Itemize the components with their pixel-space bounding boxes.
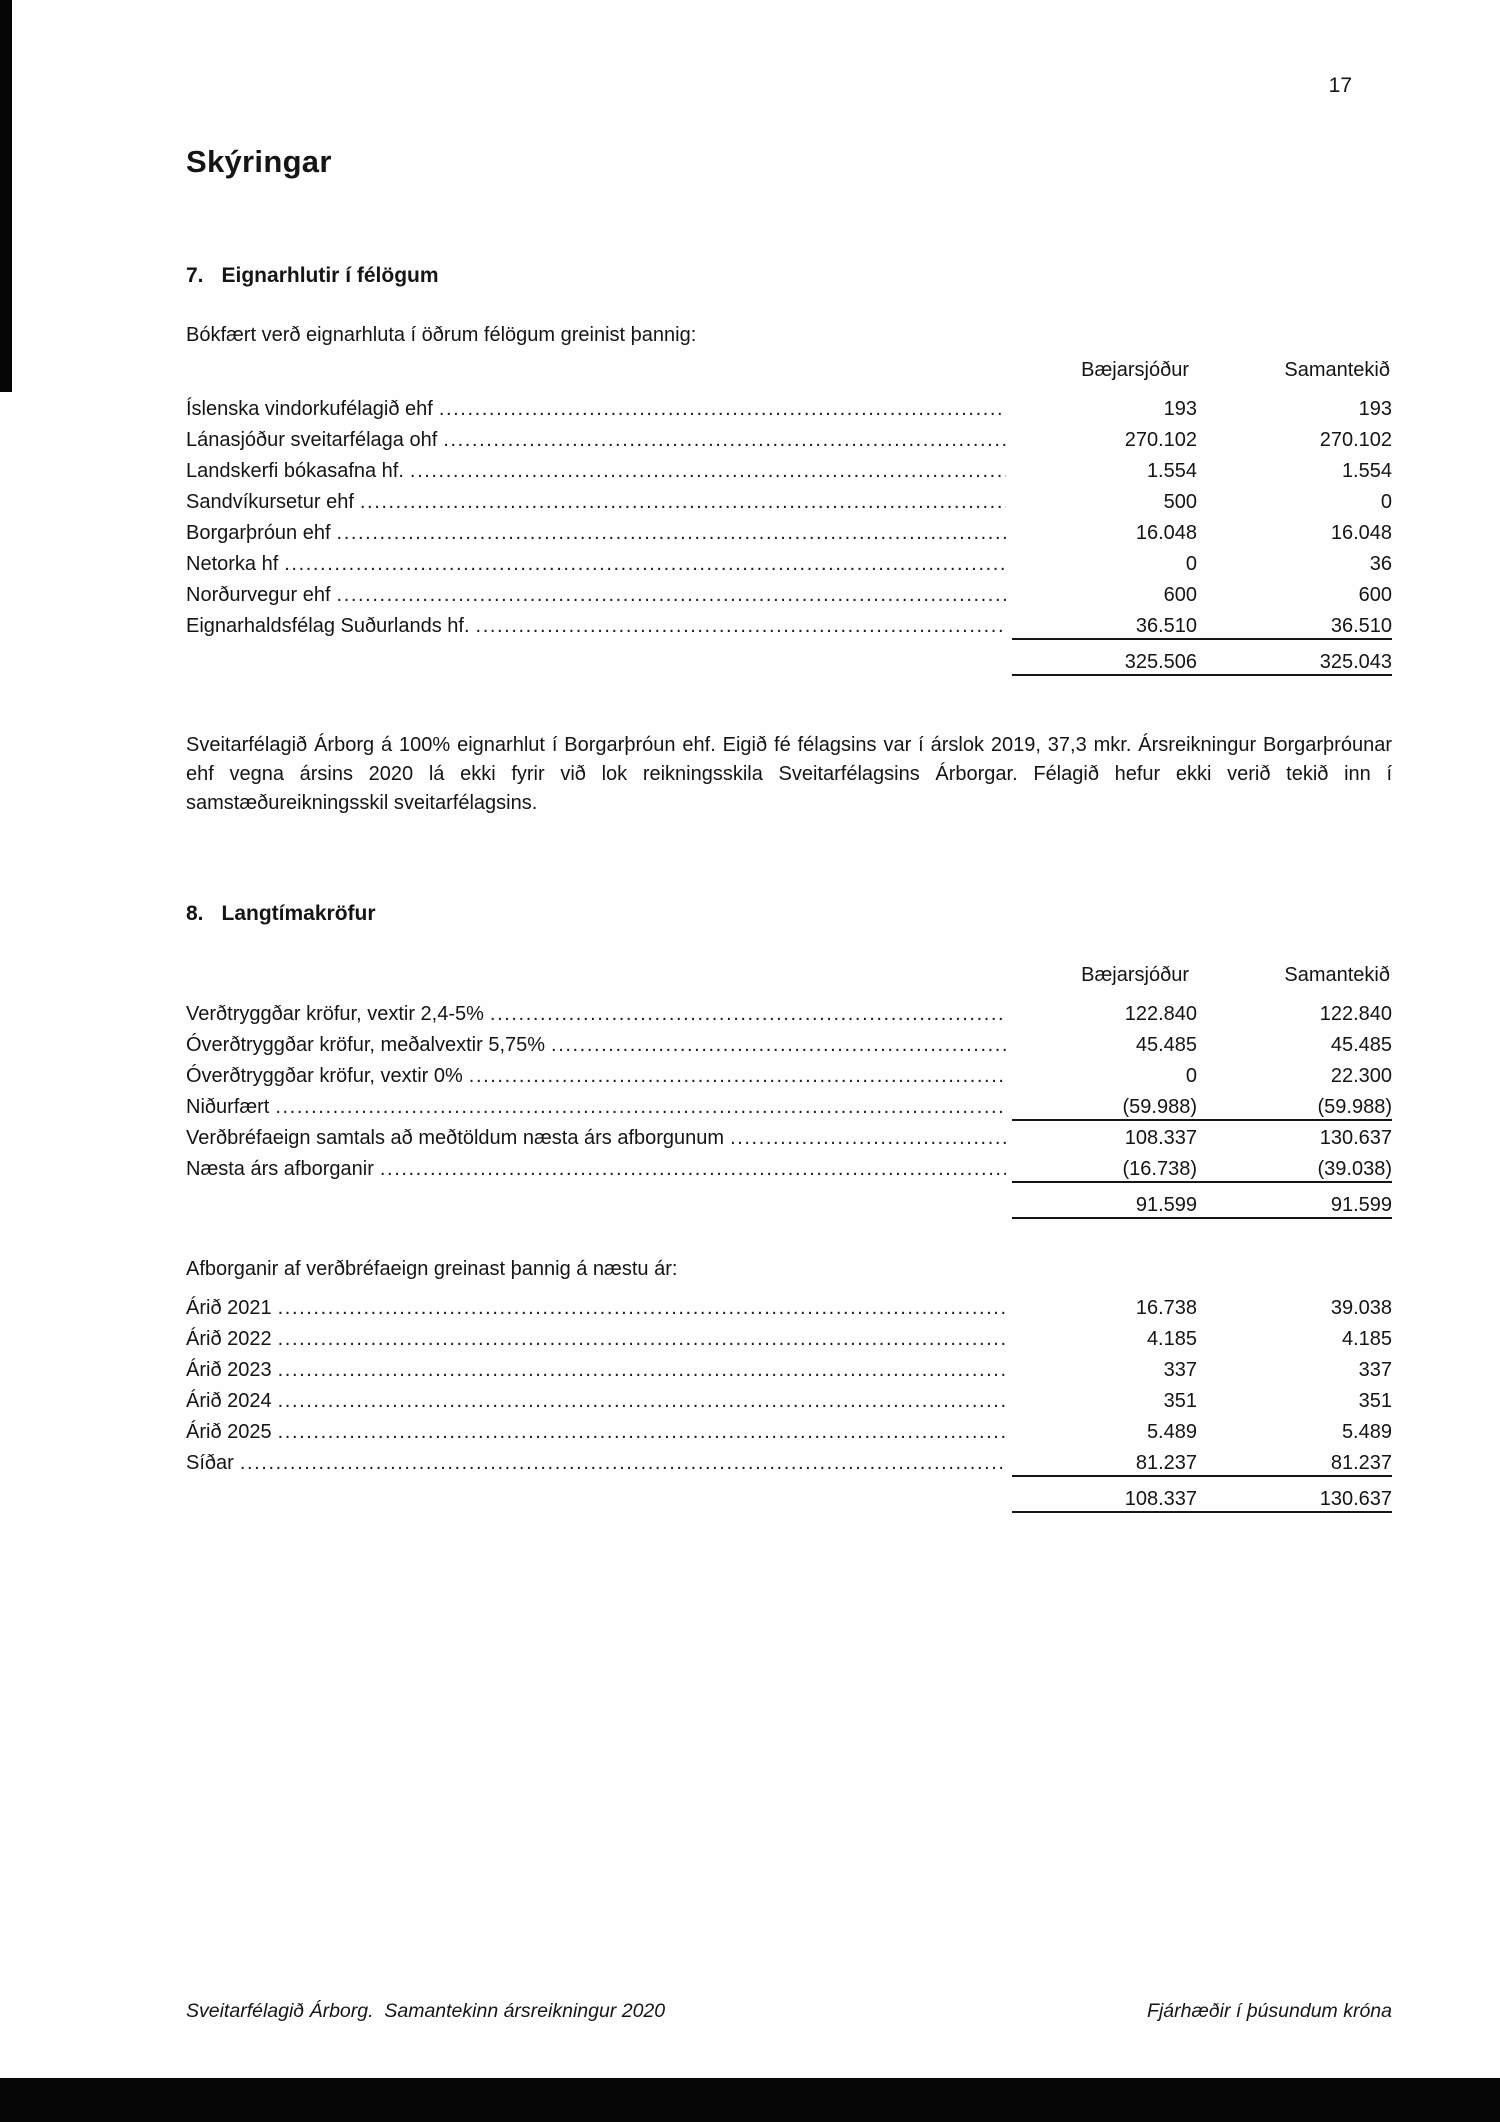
- value-samantekid: (59.988): [1317, 1096, 1392, 1118]
- row-label: Árið 2023: [186, 1359, 272, 1381]
- value-baejarsjodur: 337: [1163, 1359, 1197, 1381]
- value-samantekid: 130.637: [1319, 1127, 1392, 1149]
- dot-leader: [278, 1359, 1006, 1382]
- value-baejarsjodur: 351: [1163, 1390, 1197, 1412]
- table-row: [186, 1452, 1392, 1483]
- dot-leader: [278, 1297, 1006, 1320]
- section-7-heading: [186, 264, 1392, 288]
- value-samantekid: 36.510: [1330, 615, 1392, 637]
- table-row: [186, 1127, 1392, 1158]
- value-baejarsjodur: 122.840: [1124, 1003, 1197, 1025]
- table-row: [186, 1328, 1392, 1359]
- row-values: [1012, 1328, 1392, 1351]
- dot-leader: [278, 1421, 1006, 1444]
- value-baejarsjodur: 193: [1163, 398, 1197, 420]
- value-samantekid: 45.485: [1330, 1034, 1392, 1056]
- table-row: [186, 1065, 1392, 1096]
- total-values: [1012, 1194, 1392, 1219]
- row-label: Verðtryggðar kröfur, vextir 2,4-5%: [186, 1003, 484, 1025]
- value-samantekid: (39.038): [1317, 1158, 1392, 1180]
- value-baejarsjodur: 0: [1185, 1065, 1197, 1087]
- total-baejarsjodur: 91.599: [1135, 1194, 1197, 1216]
- page-footer: [186, 2000, 1392, 2023]
- table-row: [186, 491, 1392, 522]
- table-total-row: [186, 1483, 1392, 1520]
- row-values: [1012, 522, 1392, 545]
- row-values: [1012, 1297, 1392, 1320]
- section-8-subnote: Afborganir af verðbréfaeign greinast þannig á næstu ár:: [186, 1258, 678, 1280]
- row-label: Óverðtryggðar kröfur, vextir 0%: [186, 1065, 463, 1087]
- row-label: Niðurfært: [186, 1096, 270, 1118]
- row-label: Síðar: [186, 1452, 234, 1474]
- value-samantekid: 337: [1358, 1359, 1392, 1381]
- section-8-title: Langtímakröfur: [221, 902, 376, 925]
- value-baejarsjodur: 5.489: [1146, 1421, 1197, 1443]
- value-baejarsjodur: 36.510: [1135, 615, 1197, 637]
- value-samantekid: 122.840: [1319, 1003, 1392, 1025]
- table-row: [186, 1034, 1392, 1065]
- value-baejarsjodur: 16.738: [1135, 1297, 1197, 1319]
- total-samantekid: 91.599: [1330, 1194, 1392, 1216]
- section-8-number: 8.: [186, 902, 204, 925]
- table-row: [186, 1421, 1392, 1452]
- row-values: [1012, 1452, 1392, 1477]
- value-baejarsjodur: 45.485: [1135, 1034, 1197, 1056]
- section-7-title: Eignarhlutir í félögum: [221, 264, 439, 287]
- dot-leader: [551, 1034, 1006, 1057]
- row-values: [1012, 1096, 1392, 1121]
- row-label: Árið 2025: [186, 1421, 272, 1443]
- document-title: Skýringar: [186, 144, 332, 179]
- table-row: [186, 615, 1392, 646]
- dot-leader: [284, 553, 1006, 576]
- dot-leader: [240, 1452, 1006, 1475]
- footer-left: Sveitarfélagið Árborg. Samantekinn ársreikningur 2020: [186, 2000, 666, 2022]
- value-samantekid: 22.300: [1330, 1065, 1392, 1087]
- column-header-baejarsjodur: Bæjarsjóður: [1081, 964, 1189, 986]
- value-baejarsjodur: 4.185: [1146, 1328, 1197, 1350]
- table-row: [186, 460, 1392, 491]
- value-samantekid: 39.038: [1330, 1297, 1392, 1319]
- row-label: Íslenska vindorkufélagið ehf: [186, 398, 433, 420]
- value-baejarsjodur: 108.337: [1124, 1127, 1197, 1149]
- value-baejarsjodur: 81.237: [1135, 1452, 1197, 1474]
- section-7-table-header: [186, 359, 1392, 382]
- table-row: [186, 1003, 1392, 1034]
- scan-artifact-left: [0, 0, 12, 392]
- total-values: [1012, 651, 1392, 676]
- section-7-note: Sveitarfélagið Árborg á 100% eignarhlut í Borgarþróun ehf. Eigið fé félagsins var í árslok 2019, 37,3 mkr. Ársreikningur Borgarþróunar ehf vegna ársins 2020 lá ekki fyrir við lok reikningsskila Sveitarfélagsins Árborgar. Félagið hefur ekki verið tekið inn í samstæðureikningsskil sveitarfélagsins.: [186, 734, 1392, 814]
- row-label: Næsta árs afborganir: [186, 1158, 374, 1180]
- section-7-number: 7.: [186, 264, 204, 287]
- column-header-samantekid: Samantekið: [1284, 964, 1390, 986]
- value-baejarsjodur: 600: [1163, 584, 1197, 606]
- total-baejarsjodur: 325.506: [1124, 651, 1197, 673]
- total-values: [1012, 1488, 1392, 1513]
- dot-leader: [490, 1003, 1006, 1026]
- row-label: Netorka hf: [186, 553, 279, 575]
- value-baejarsjodur: 270.102: [1124, 429, 1197, 451]
- row-values: [1012, 553, 1392, 576]
- table-row: [186, 1390, 1392, 1421]
- row-label: Árið 2021: [186, 1297, 272, 1319]
- value-samantekid: 600: [1358, 584, 1392, 606]
- dot-leader: [439, 398, 1006, 421]
- table-row: [186, 1158, 1392, 1189]
- row-label: Lánasjóður sveitarfélaga ohf: [186, 429, 438, 451]
- row-values: [1012, 398, 1392, 421]
- section-8-years-table: [186, 1297, 1392, 1520]
- value-samantekid: 36: [1369, 553, 1392, 575]
- value-samantekid: 270.102: [1319, 429, 1392, 451]
- value-samantekid: 351: [1358, 1390, 1392, 1412]
- total-samantekid: 325.043: [1319, 651, 1392, 673]
- value-samantekid: 4.185: [1341, 1328, 1392, 1350]
- table-row: [186, 522, 1392, 553]
- table-row: [186, 553, 1392, 584]
- row-values: [1012, 1421, 1392, 1444]
- scan-artifact-bottom: [0, 2078, 1500, 2122]
- column-header-baejarsjodur: Bæjarsjóður: [1081, 359, 1189, 381]
- dot-leader: [380, 1158, 1006, 1181]
- row-values: [1012, 1065, 1392, 1088]
- dot-leader: [337, 584, 1006, 607]
- row-label: Norðurvegur ehf: [186, 584, 331, 606]
- value-baejarsjodur: (59.988): [1122, 1096, 1197, 1118]
- row-values: [1012, 460, 1392, 483]
- row-values: [1012, 1034, 1392, 1057]
- value-baejarsjodur: 16.048: [1135, 522, 1197, 544]
- row-values: [1012, 429, 1392, 452]
- row-label: Sandvíkursetur ehf: [186, 491, 354, 513]
- row-label: Landskerfi bókasafna hf.: [186, 460, 404, 482]
- table-row: [186, 429, 1392, 460]
- row-values: [1012, 1390, 1392, 1413]
- section-8-table-header: [186, 964, 1392, 987]
- dot-leader: [360, 491, 1006, 514]
- table-row: [186, 1359, 1392, 1390]
- row-label: Verðbréfaeign samtals að meðtöldum næsta árs afborgunum: [186, 1127, 725, 1149]
- table-total-row: [186, 646, 1392, 683]
- page-number: 17: [1328, 74, 1352, 97]
- row-values: [1012, 1127, 1392, 1150]
- value-samantekid: 1.554: [1341, 460, 1392, 482]
- section-8-table: [186, 1003, 1392, 1226]
- value-baejarsjodur: 500: [1163, 491, 1197, 513]
- section-7-table: [186, 398, 1392, 683]
- dot-leader: [275, 1096, 1006, 1119]
- table-total-row: [186, 1189, 1392, 1226]
- table-row: [186, 1096, 1392, 1127]
- section-8-heading: [186, 902, 1392, 926]
- dot-leader: [278, 1390, 1006, 1413]
- row-values: [1012, 491, 1392, 514]
- row-label: Borgarþróun ehf: [186, 522, 331, 544]
- column-header-samantekid: Samantekið: [1284, 359, 1390, 381]
- value-baejarsjodur: 0: [1185, 553, 1197, 575]
- table-row: [186, 1297, 1392, 1328]
- value-samantekid: 5.489: [1341, 1421, 1392, 1443]
- value-baejarsjodur: (16.738): [1122, 1158, 1197, 1180]
- row-label: Óverðtryggðar kröfur, meðalvextir 5,75%: [186, 1034, 546, 1056]
- value-samantekid: 81.237: [1330, 1452, 1392, 1474]
- dot-leader: [410, 460, 1006, 483]
- dot-leader: [443, 429, 1006, 452]
- table-row: [186, 398, 1392, 429]
- row-label: Árið 2022: [186, 1328, 272, 1350]
- dot-leader: [278, 1328, 1006, 1351]
- section-7-intro: Bókfært verð eignarhluta í öðrum félögum greinist þannig:: [186, 324, 697, 346]
- row-values: [1012, 584, 1392, 607]
- value-samantekid: 16.048: [1330, 522, 1392, 544]
- value-baejarsjodur: 1.554: [1146, 460, 1197, 482]
- dot-leader: [337, 522, 1006, 545]
- row-label: Árið 2024: [186, 1390, 272, 1412]
- value-samantekid: 0: [1380, 491, 1392, 513]
- row-values: [1012, 1003, 1392, 1026]
- total-samantekid: 130.637: [1319, 1488, 1392, 1510]
- dot-leader: [476, 615, 1006, 638]
- row-label: Eignarhaldsfélag Suðurlands hf.: [186, 615, 470, 637]
- dot-leader: [469, 1065, 1006, 1088]
- dot-leader: [730, 1127, 1006, 1150]
- value-samantekid: 193: [1358, 398, 1392, 420]
- row-values: [1012, 1158, 1392, 1183]
- row-values: [1012, 1359, 1392, 1382]
- table-row: [186, 584, 1392, 615]
- footer-right: Fjárhæðir í þúsundum króna: [1147, 2000, 1392, 2022]
- total-baejarsjodur: 108.337: [1124, 1488, 1197, 1510]
- row-values: [1012, 615, 1392, 640]
- page-content: [186, 0, 1392, 1520]
